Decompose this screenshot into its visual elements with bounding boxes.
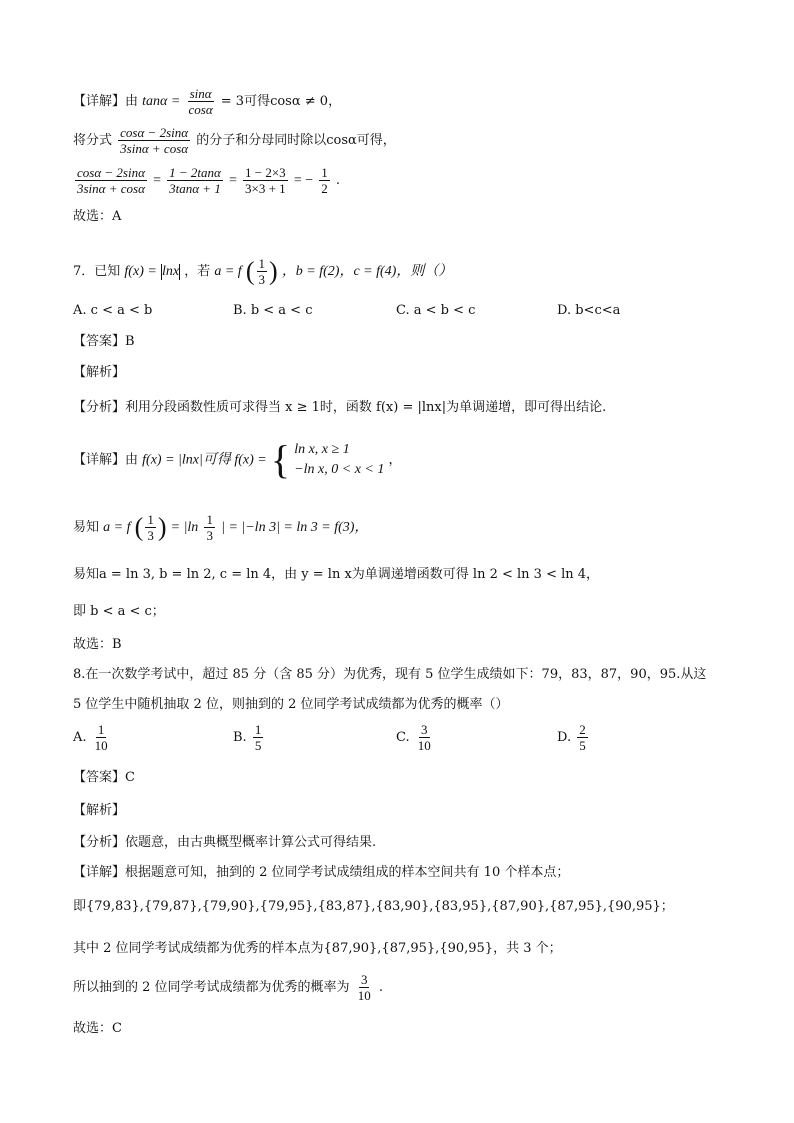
q8-result-fraction: $\frac{3}{10}$ (357, 972, 371, 1003)
piecewise-cases: ln x, x ≥ 1 −ln x, 0 < x < 1 (294, 442, 385, 477)
q8-result-end: . (378, 980, 383, 995)
q8-option-a: A. $\frac{1}{10}$ (73, 722, 108, 753)
q7-answer-label: 【答案】B (73, 334, 135, 349)
q7-detail-line-a: 易知 a = f ( $\frac{1}{3}$ ) = |ln $\frac{1}{3}$ | = |−ln 3| = ln 3 = f(3)， (73, 512, 369, 543)
q7-option-a: A. c < a < b (73, 303, 153, 318)
q7-line-a-third: $\frac{1}{3}$ (147, 512, 154, 543)
q7-option-c: C. a < b < c (396, 303, 476, 318)
q8-result-pre: 所以抽到的 2 位同学考试成绩都为优秀的概率为 (73, 980, 350, 995)
q7-lnx: lnx (161, 264, 180, 279)
q7-option-d: D. b<c<a (557, 303, 621, 318)
q8-sample-space: 即{79,83},{79,87},{79,90},{79,95},{83,87},{83,90},{83,95},{87,90},{87,95},{90,95}； (73, 899, 674, 914)
q7-stem-pre: 7．已知 (73, 264, 121, 279)
q8-good-points: 其中 2 位同学考试成绩都为优秀的样本点为{87,90},{87,95},{90,95}，共 3 个； (73, 941, 562, 956)
q7-answer: 故选：B (73, 637, 122, 652)
q7-a-eq: a = f (214, 264, 242, 279)
q8-option-d: D. $\frac{2}{5}$ (557, 722, 586, 753)
line3-fraction-2: $\frac{1 - 2\tan\alpha}{3\tan\alpha + 1}$ (169, 165, 221, 196)
line3-fraction-3: $\frac{1 - 2\times 3}{3\times 3 + 1}$ (245, 165, 286, 196)
q7-detail-fx: f(x) = |lnx|可得 f(x) = (142, 452, 267, 468)
q7-line-a-post: | = |−ln 3| = ln 3 = f(3)， (221, 520, 369, 535)
q7-stem: 7．已知 f(x) = lnx ，若 a = f ( $\frac{1}{3}$ ) ，b = f(2)，c = f(4)，则（） (73, 256, 453, 287)
line3-end: . (335, 173, 341, 188)
q7-analysis-label: 【解析】 (73, 365, 126, 380)
line2-post: 的分子和分母同时除以cosα可得， (196, 133, 396, 148)
q7-line-a-pre: 易知 (73, 520, 100, 535)
q7-detail-pre: 【详解】由 (73, 452, 139, 468)
q7-stem-mid: ，若 (184, 264, 211, 279)
line3-fraction-1: $\frac{\cos\alpha - 2\sin\alpha}{3\sin\alpha + \cos\alpha}$ (77, 165, 145, 196)
q7-line-a-mid: = |ln (170, 520, 199, 535)
q8-option-b: B. $\frac{1}{5}$ (233, 722, 262, 753)
q6-detail-line3: $\frac{\cos\alpha - 2\sin\alpha}{3\sin\alpha + \cos\alpha}$ = $\frac{1 - 2\tan\alpha}{3\tan\alpha + 1}$ = $\frac{1 - 2\times 3}{3\times 3 + 1}$ = − $\frac{1}{2}$ . (77, 165, 341, 196)
q7-one-third: $\frac{1}{3}$ (258, 256, 265, 287)
q6-detail-line1 (73, 86, 341, 117)
q7-detail-line-c: 即 b < a < c； (73, 604, 165, 619)
q8-stem-line1: 8.在一次数学考试中，超过 85 分（含 85 分）为优秀，现有 5 位学生成绩如下：79，83，87，90，95.从这 (73, 667, 707, 682)
line2-fraction: $\frac{\cos\alpha - 2\sin\alpha}{3\sin\alpha + \cos\alpha}$ (120, 125, 189, 156)
q8-analysis-text: 【分析】依题意，由古典概型概率计算公式可得结果. (73, 835, 377, 850)
q7-fx: f(x) = (124, 264, 157, 279)
q7-detail-piecewise: 【详解】由 f(x) = |lnx|可得 f(x) = { ln x, x ≥ 1 −ln x, 0 < x < 1 ， (73, 437, 402, 482)
eq3-text: = 3可得cosα ≠ 0， (220, 94, 342, 109)
sin-over-cos-fraction: $\frac{\sin\alpha}{\cos\alpha}$ (188, 86, 213, 117)
line3-eq: = − (293, 173, 314, 188)
q7-line-a-third-2: $\frac{1}{3}$ (206, 512, 213, 543)
q7-analysis-text: 【分析】利用分段函数性质可求得当 x ≥ 1时，函数 f(x) = |lnx|为单调递增，即可得出结论. (73, 400, 607, 415)
tan-equation: tanα = (142, 94, 181, 109)
q8-option-c: C. $\frac{3}{10}$ (396, 722, 431, 753)
q8-answer: 故选：C (73, 1021, 122, 1036)
detail-label: 【详解】由 (73, 94, 139, 109)
q7-b-c-eq: ，b = f(2)，c = f(4)，则（） (281, 264, 453, 279)
q6-answer: 故选：A (73, 209, 122, 224)
line2-pre: 将分式 (73, 133, 113, 148)
q7-detail-line-b: 易知a = ln 3, b = ln 2, c = ln 4，由 y = ln x为单调递增函数可得 ln 2 < ln 3 < ln 4， (73, 567, 600, 582)
q7-option-b: B. b < a < c (233, 303, 313, 318)
q8-detail-text: 【详解】根据题意可知，抽到的 2 位同学考试成绩组成的样本空间共有 10 个样本点； (73, 865, 570, 880)
q7-line-a-eq: a = f (103, 520, 131, 535)
q7-detail-end: ， (388, 452, 402, 468)
line3-fraction-4: $\frac{1}{2}$ (321, 165, 328, 196)
q6-detail-line2 (73, 125, 396, 156)
q8-answer-label: 【答案】C (73, 770, 135, 785)
q8-analysis-label: 【解析】 (73, 803, 126, 818)
q8-stem-line2: 5 位学生中随机抽取 2 位，则抽到的 2 位同学考试成绩都为优秀的概率（） (73, 697, 509, 712)
q8-result (73, 972, 383, 1003)
